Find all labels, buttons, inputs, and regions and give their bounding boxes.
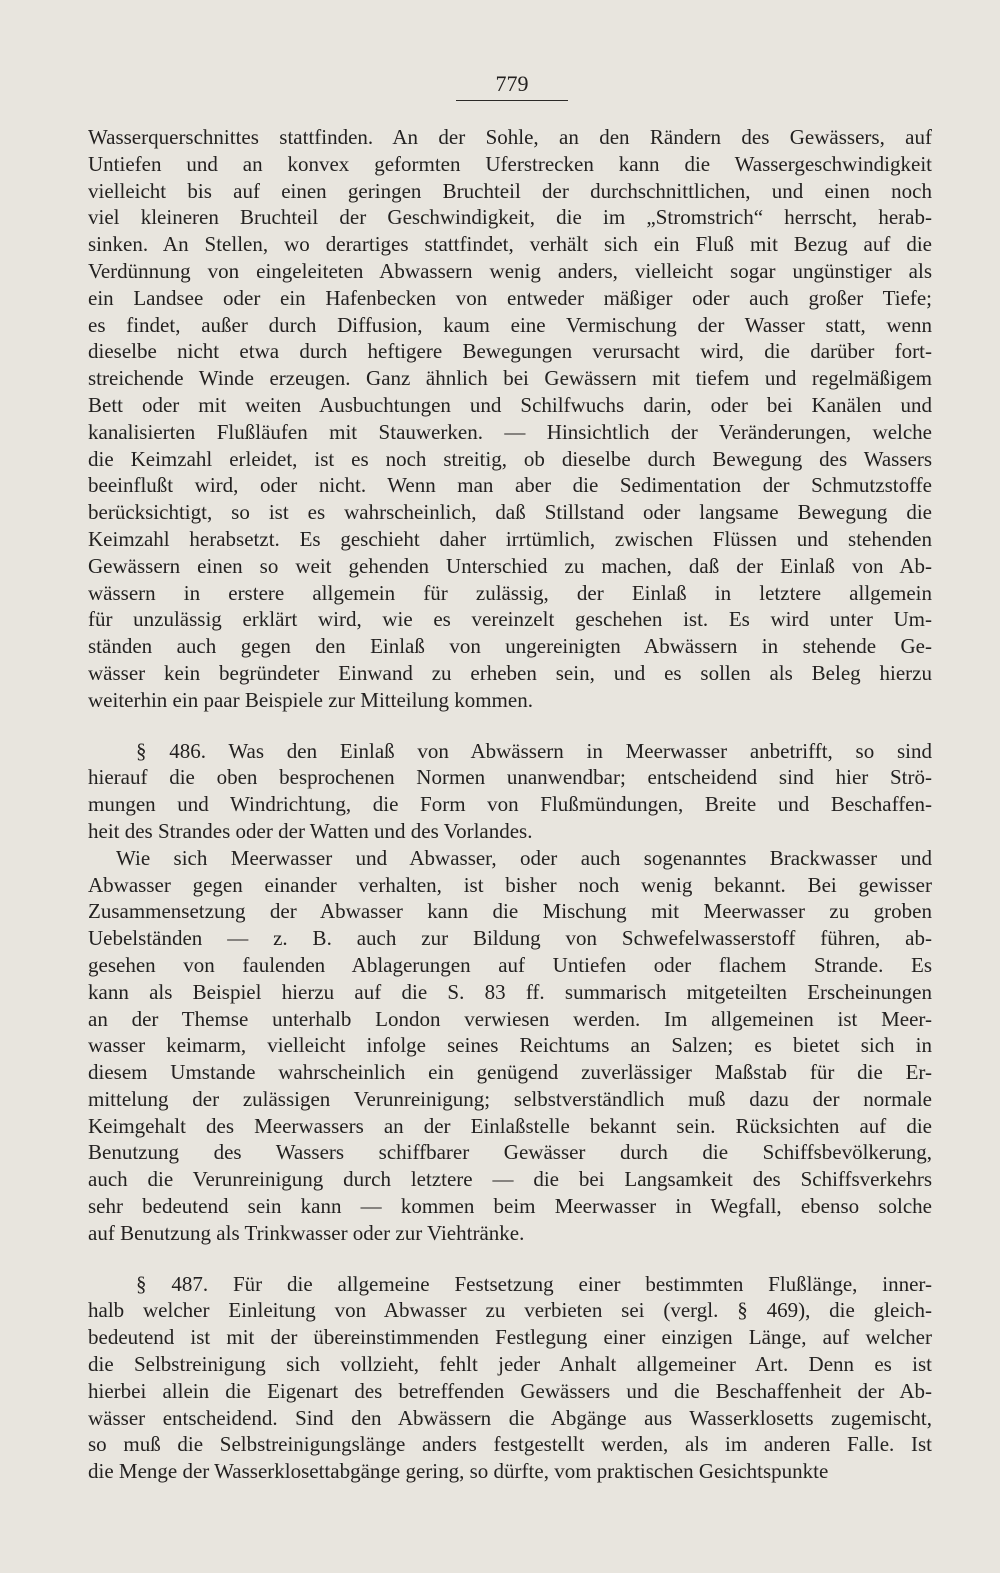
text-line: kann als Beispiel hierzu auf die S. 83 ff. summarisch mitgeteilten Erscheinungen [88,979,932,1004]
text-line: Benutzung des Wassers schiffbarer Gewässer durch die Schiffsbevölkerung, [88,1140,932,1165]
text-line: Abwasser gegen einander verhalten, ist bisher noch wenig bekannt. Bei gewisser [88,872,932,897]
text-line: viel kleineren Bruchteil der Geschwindigkeit, die im „Stromstrich“ herrscht, herab- [88,205,932,230]
text-line: Keimzahl herabsetzt. Es geschieht daher irrtümlich, zwischen Flüssen und stehenden [88,526,932,551]
text-line: auf Benutzung als Trinkwasser oder zur Viehtränke. [88,1220,525,1245]
text-line: Gewässern einen so weit gehenden Unterschied zu machen, daß der Einlaß von Ab- [88,553,932,578]
text-line: die Keimzahl erleidet, ist es noch streitig, ob dieselbe durch Bewegung des Wassers [88,446,932,471]
text-line: sinken. An Stellen, wo derartiges stattfindet, verhält sich ein Fluß mit Bezug auf die [88,232,932,257]
page-number: 779 [495,71,529,96]
text-line: gesehen von faulenden Ablagerungen auf Untiefen oder flachem Strande. Es [88,952,932,977]
text-line: § 486. Was den Einlaß von Abwässern in Meerwasser anbetrifft, so sind [136,738,932,763]
text-line: wässer entscheidend. Sind den Abwässern die Abgänge aus Wasserklosetts zugemischt, [88,1405,932,1430]
text-line: halb welcher Einleitung von Abwasser zu verbieten sei (vergl. § 469), die gleich- [88,1298,932,1323]
text-line: die Menge der Wasserklosettabgänge gering, so dürfte, vom praktischen Gesichtspunkte [88,1459,829,1484]
text-line: Zusammensetzung der Abwasser kann die Mischung mit Meerwasser zu groben [88,899,932,924]
text-line: mungen und Windrichtung, die Form von Flußmündungen, Breite und Beschaffen- [88,792,932,817]
text-line: wasser keimarm, vielleicht infolge seines Reichtums an Salzen; es bietet sich in [88,1033,932,1058]
text-line: Wie sich Meerwasser und Abwasser, oder auch sogenanntes Brackwasser und [116,845,932,870]
text-line: mittelung der zulässigen Verunreinigung; selbstverständlich muß dazu der normale [88,1086,932,1111]
text-line: Keimgehalt des Meerwassers an der Einlaßstelle bekannt sein. Rücksichten auf die [88,1113,932,1138]
text-line: kanalisierten Flußläufen mit Stauwerken. — Hinsichtlich der Veränderungen, welche [88,419,932,444]
text-line: Uebelständen — z. B. auch zur Bildung von Schwefelwasserstoff führen, ab- [88,926,932,951]
page-number-rule [456,100,568,101]
text-line: § 487. Für die allgemeine Festsetzung einer bestimmten Flußlänge, inner- [136,1271,932,1296]
text-line: auch die Verunreinigung durch letztere — die bei Langsamkeit des Schiffsverkehrs [88,1167,932,1192]
text-line: sehr bedeutend sein kann — kommen beim Meerwasser in Wegfall, ebenso solche [88,1194,932,1219]
text-line: so muß die Selbstreinigungslänge anders festgestellt werden, als im anderen Falle. Ist [88,1432,932,1457]
body-text [88,124,932,1485]
text-line: ständen auch gegen den Einlaß von ungereinigten Abwässern in stehende Ge- [88,634,932,659]
text-line: vielleicht bis auf einen geringen Bruchteil der durchschnittlichen, und einen noch [88,178,932,203]
text-line: Verdünnung von eingeleiteten Abwassern wenig anders, vielleicht sogar ungünstiger als [88,258,932,283]
text-line: wässern in erstere allgemein für zulässig, der Einlaß in letztere allgemein [88,580,932,605]
text-line: ein Landsee oder ein Hafenbecken von entweder mäßiger oder auch großer Tiefe; [88,285,932,310]
text-line: weiterhin ein paar Beispiele zur Mitteilung kommen. [88,687,533,712]
paragraph-gap [88,1247,932,1271]
text-line: dieselbe nicht etwa durch heftigere Bewegungen verursacht wird, die darüber fort- [88,339,932,364]
text-line: Untiefen und an konvex geformten Uferstrecken kann die Wassergeschwindigkeit [88,151,932,176]
paragraph [88,124,932,714]
paragraph [88,845,932,1247]
text-line: bedeutend ist mit der übereinstimmenden Festlegung einer einzigen Länge, auf welcher [88,1325,932,1350]
text-line: beeinflußt wird, oder nicht. Wenn man aber die Sedimentation der Schmutzstoffe [88,473,932,498]
text-line: es findet, außer durch Diffusion, kaum eine Vermischung der Wasser statt, wenn [88,312,932,337]
text-line: berücksichtigt, so ist es wahrscheinlich, daß Stillstand oder langsame Bewegung die [88,500,932,525]
text-line: hierauf die oben besprochenen Normen unanwendbar; entscheidend sind hier Strö- [88,765,932,790]
text-line: an der Themse unterhalb London verwiesen werden. Im allgemeinen ist Meer- [88,1006,932,1031]
text-line: streichende Winde erzeugen. Ganz ähnlich bei Gewässern mit tiefem und regelmäßigem [88,366,932,391]
text-line: diesem Umstande wahrscheinlich ein genügend zuverlässiger Maßstab für die Er- [88,1060,932,1085]
text-line: wässer kein begründeter Einwand zu erheben sein, und es sollen als Beleg hierzu [88,660,932,685]
paragraph [88,738,932,845]
text-line: die Selbstreinigung sich vollzieht, fehlt jeder Anhalt allgemeiner Art. Denn es ist [88,1352,932,1377]
text-line: hierbei allein die Eigenart des betreffenden Gewässers und die Beschaffenheit der Ab- [88,1378,932,1403]
text-line: Bett oder mit weiten Ausbuchtungen und Schilfwuchs darin, oder bei Kanälen und [88,392,932,417]
paragraph-gap [88,714,932,738]
paragraph [88,1271,932,1485]
text-line: für unzulässig erklärt wird, wie es vereinzelt geschehen ist. Es wird unter Um- [88,607,932,632]
text-line: Wasserquerschnittes stattfinden. An der Sohle, an den Rändern des Gewässers, auf [88,125,932,149]
text-line: heit des Strandes oder der Watten und des Vorlandes. [88,818,533,843]
